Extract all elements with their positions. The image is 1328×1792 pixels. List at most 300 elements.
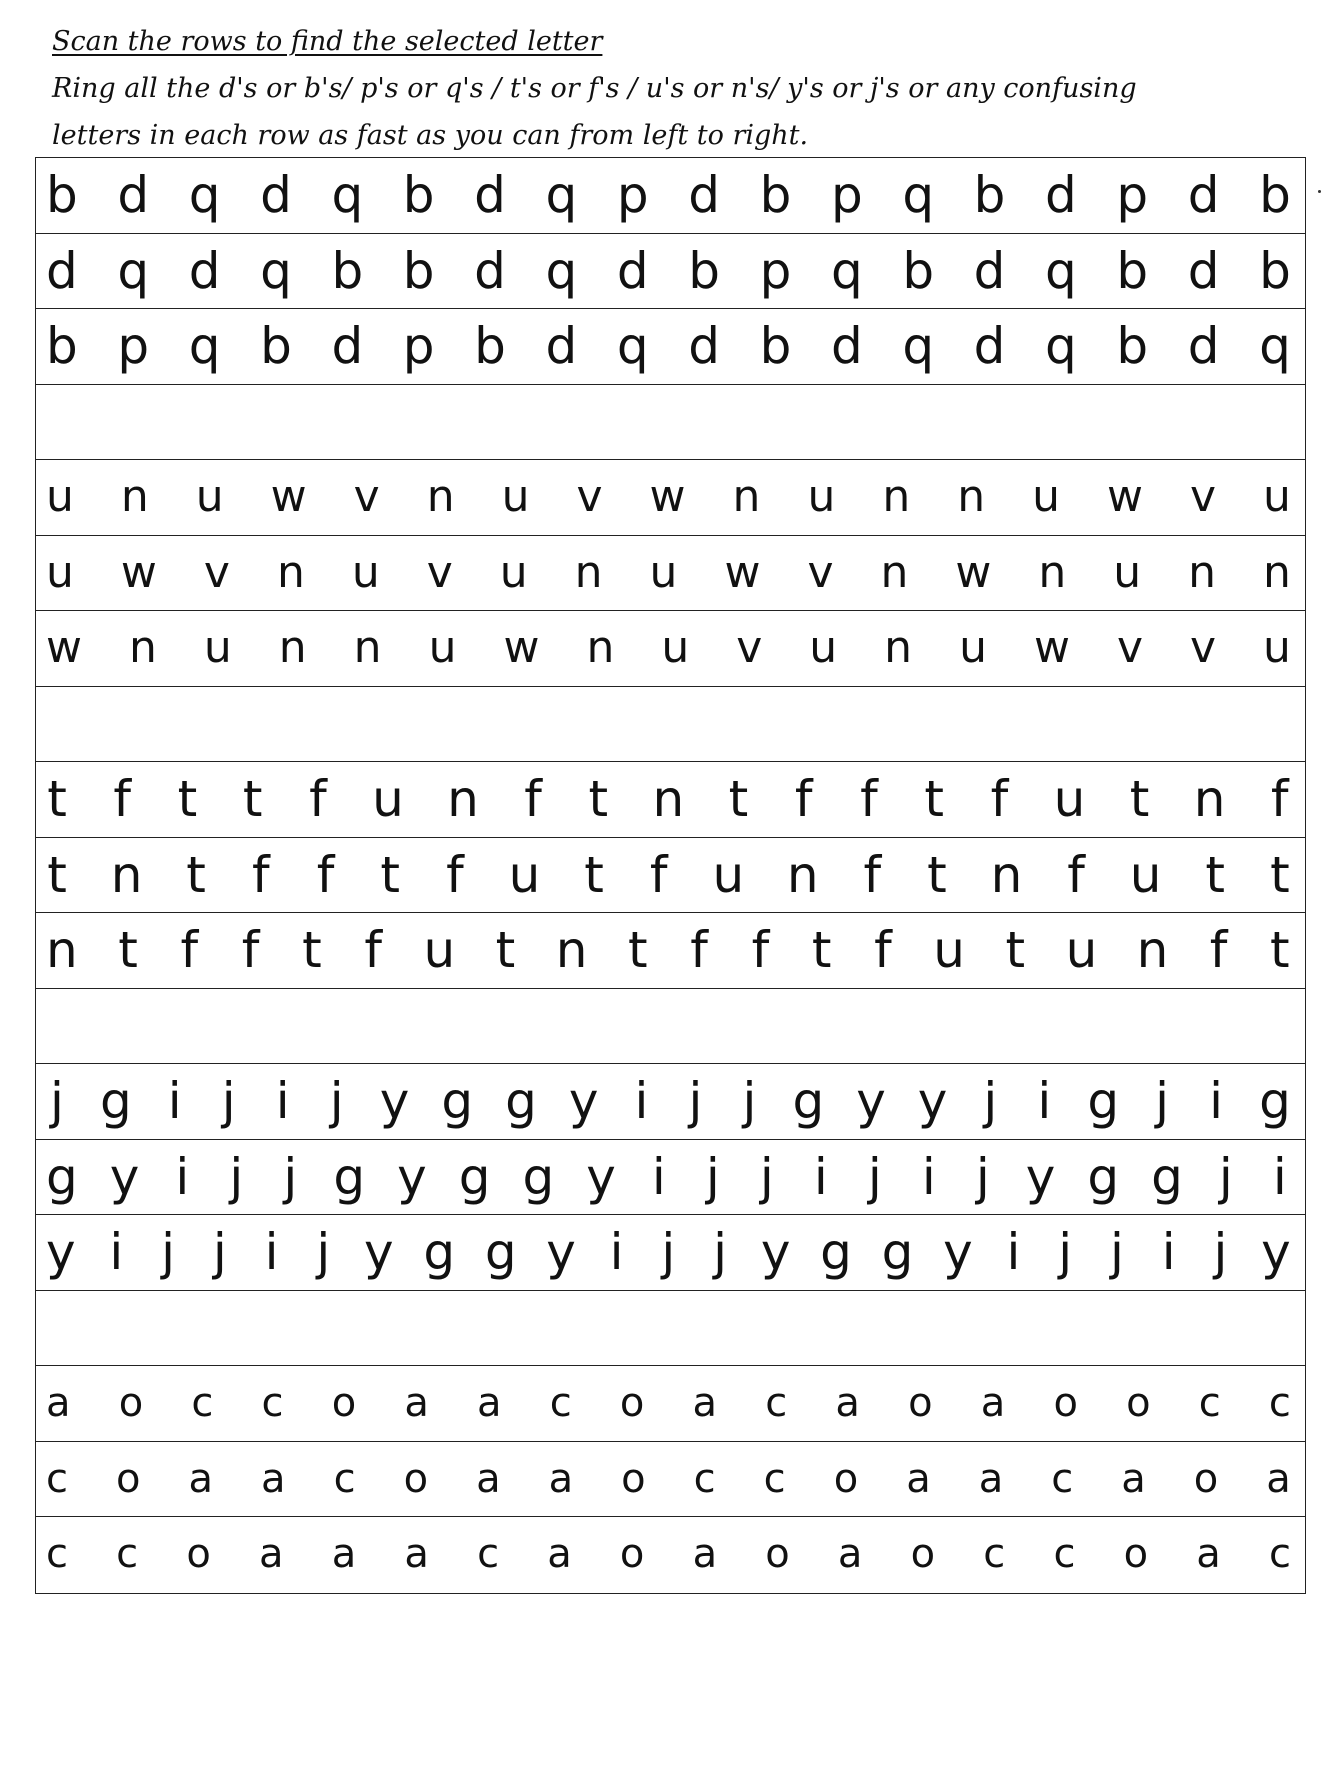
letter[interactable]: w bbox=[503, 622, 540, 674]
letter[interactable]: d bbox=[616, 241, 649, 300]
letter[interactable]: d bbox=[331, 317, 364, 376]
letter[interactable]: g bbox=[1087, 1072, 1120, 1131]
letter[interactable]: a bbox=[477, 1380, 502, 1427]
letter[interactable]: f bbox=[874, 921, 892, 980]
letter[interactable]: u bbox=[809, 622, 838, 674]
letter[interactable]: o bbox=[1126, 1380, 1151, 1427]
letter[interactable]: q bbox=[902, 317, 935, 376]
letter[interactable]: y bbox=[546, 1223, 576, 1282]
letter[interactable]: w bbox=[270, 471, 307, 523]
letter[interactable]: p bbox=[830, 166, 863, 225]
letter[interactable]: b bbox=[1116, 317, 1149, 376]
letter[interactable]: c bbox=[1053, 1531, 1076, 1578]
letter[interactable]: b bbox=[402, 166, 435, 225]
letter[interactable]: n bbox=[1263, 546, 1291, 598]
letter[interactable]: t bbox=[627, 921, 648, 980]
letter[interactable]: u bbox=[428, 622, 457, 674]
letter[interactable]: j bbox=[1109, 1223, 1124, 1282]
letter[interactable]: a bbox=[906, 1455, 931, 1502]
blank-row bbox=[36, 686, 1305, 762]
letter[interactable]: j bbox=[212, 1223, 227, 1282]
letter[interactable]: f bbox=[751, 921, 770, 980]
letter[interactable]: t bbox=[728, 770, 749, 829]
letter[interactable]: f bbox=[524, 770, 542, 829]
letter[interactable]: j bbox=[1218, 1147, 1233, 1206]
letter[interactable]: n bbox=[276, 546, 305, 598]
letter[interactable]: u bbox=[1113, 546, 1142, 598]
letter[interactable]: d bbox=[973, 241, 1006, 300]
letter[interactable]: u bbox=[499, 546, 528, 598]
letter[interactable]: t bbox=[588, 770, 609, 829]
letter[interactable]: c bbox=[1051, 1455, 1074, 1502]
letter[interactable]: f bbox=[252, 845, 270, 904]
letter[interactable]: g bbox=[1151, 1147, 1183, 1206]
letter[interactable]: n bbox=[120, 471, 149, 523]
letter[interactable]: a bbox=[46, 1380, 71, 1427]
letter[interactable]: q bbox=[188, 166, 221, 225]
letter[interactable]: v bbox=[736, 622, 763, 674]
letter[interactable]: b bbox=[973, 166, 1006, 225]
letter[interactable]: v bbox=[1190, 622, 1217, 674]
letter[interactable]: v bbox=[807, 546, 834, 598]
letter[interactable]: w bbox=[955, 546, 992, 598]
letter[interactable]: q bbox=[902, 166, 935, 225]
letter[interactable]: i bbox=[1037, 1072, 1052, 1131]
letter[interactable]: u bbox=[661, 622, 690, 674]
letter[interactable]: q bbox=[545, 166, 578, 225]
letter-row-content bbox=[46, 1517, 1291, 1592]
letter[interactable]: n bbox=[1038, 546, 1067, 598]
letter[interactable]: i bbox=[1209, 1072, 1224, 1131]
letter[interactable]: n bbox=[957, 471, 986, 523]
letter[interactable]: u bbox=[46, 471, 74, 523]
letter[interactable]: q bbox=[1045, 317, 1077, 376]
letter[interactable]: j bbox=[50, 1072, 64, 1131]
letter-row bbox=[36, 610, 1305, 686]
letter[interactable]: y bbox=[760, 1223, 791, 1282]
letter[interactable]: y bbox=[46, 1223, 76, 1282]
letter[interactable]: u bbox=[501, 471, 530, 523]
letter[interactable]: j bbox=[983, 1072, 998, 1131]
letter[interactable]: b bbox=[402, 241, 435, 300]
letter[interactable]: f bbox=[794, 770, 813, 829]
letter[interactable]: p bbox=[117, 317, 150, 376]
letter[interactable]: b bbox=[759, 317, 792, 376]
letter-row bbox=[36, 1139, 1305, 1215]
letter[interactable]: n bbox=[1193, 770, 1226, 829]
letter[interactable]: v bbox=[203, 546, 230, 598]
letter[interactable]: t bbox=[1205, 845, 1225, 904]
letter[interactable]: u bbox=[351, 546, 380, 598]
letter[interactable]: q bbox=[830, 241, 863, 300]
letter[interactable]: a bbox=[547, 1531, 572, 1578]
letter[interactable]: n bbox=[1188, 546, 1217, 598]
letter[interactable]: c bbox=[191, 1380, 214, 1427]
letter[interactable]: q bbox=[260, 241, 292, 300]
letter[interactable]: d bbox=[117, 166, 150, 225]
letter[interactable]: b bbox=[474, 317, 506, 376]
letter[interactable]: t bbox=[1270, 845, 1290, 904]
letter[interactable]: u bbox=[372, 770, 404, 829]
letter[interactable]: n bbox=[586, 622, 615, 674]
letter[interactable]: w bbox=[724, 546, 761, 598]
letter-row bbox=[36, 157, 1305, 233]
letter-row bbox=[36, 837, 1305, 913]
letter[interactable]: t bbox=[1005, 921, 1026, 980]
letter[interactable]: i bbox=[275, 1072, 290, 1131]
letter[interactable]: v bbox=[353, 471, 380, 523]
letter[interactable]: f bbox=[1067, 845, 1085, 904]
letter[interactable]: f bbox=[1270, 770, 1289, 829]
letter-grid bbox=[35, 157, 1306, 1594]
letter[interactable]: c bbox=[46, 1455, 68, 1502]
letter[interactable]: t bbox=[302, 921, 322, 980]
letter[interactable]: c bbox=[763, 1455, 786, 1502]
letter[interactable]: y bbox=[856, 1072, 886, 1131]
letter[interactable]: o bbox=[118, 1380, 144, 1427]
letter[interactable]: c bbox=[983, 1531, 1006, 1578]
letter[interactable]: a bbox=[835, 1380, 860, 1427]
letter[interactable]: i bbox=[264, 1223, 279, 1282]
letter[interactable]: t bbox=[924, 770, 944, 829]
letter[interactable]: n bbox=[278, 622, 307, 674]
letter[interactable]: f bbox=[446, 845, 464, 904]
letter[interactable]: p bbox=[616, 166, 649, 225]
letter[interactable]: t bbox=[811, 921, 832, 980]
letter[interactable]: j bbox=[759, 1147, 774, 1206]
letter[interactable]: y bbox=[364, 1223, 394, 1282]
letter[interactable]: g bbox=[484, 1223, 517, 1282]
letter[interactable]: t bbox=[118, 921, 138, 980]
letter[interactable]: t bbox=[584, 845, 604, 904]
letter[interactable]: o bbox=[1193, 1455, 1219, 1502]
letter[interactable]: w bbox=[649, 471, 686, 523]
letter[interactable]: w bbox=[46, 622, 82, 674]
letter[interactable]: c bbox=[477, 1531, 500, 1578]
letter[interactable]: j bbox=[329, 1072, 344, 1131]
letter[interactable]: o bbox=[403, 1455, 429, 1502]
letter[interactable]: n bbox=[555, 921, 588, 980]
letter[interactable]: j bbox=[705, 1147, 720, 1206]
letter[interactable]: u bbox=[195, 471, 224, 523]
letter[interactable]: y bbox=[568, 1072, 599, 1131]
letter[interactable]: i bbox=[175, 1147, 190, 1206]
letter[interactable]: y bbox=[379, 1072, 410, 1131]
letter[interactable]: d bbox=[46, 241, 78, 300]
letter[interactable]: b bbox=[759, 166, 792, 225]
letter[interactable]: a bbox=[1266, 1455, 1291, 1502]
letter[interactable]: j bbox=[742, 1072, 757, 1131]
letter[interactable]: g bbox=[441, 1072, 474, 1131]
letter[interactable]: j bbox=[229, 1147, 244, 1206]
letter[interactable]: a bbox=[476, 1455, 501, 1502]
letter[interactable]: j bbox=[1213, 1223, 1228, 1282]
letter[interactable]: j bbox=[688, 1072, 703, 1131]
letter[interactable]: i bbox=[651, 1147, 666, 1206]
letter[interactable]: d bbox=[1187, 241, 1220, 300]
letter[interactable]: d bbox=[688, 166, 720, 225]
letter[interactable]: g bbox=[46, 1147, 78, 1206]
letter[interactable]: d bbox=[545, 317, 578, 376]
letter[interactable]: b bbox=[902, 241, 935, 300]
letter[interactable]: y bbox=[943, 1223, 973, 1282]
letter[interactable]: a bbox=[261, 1455, 286, 1502]
letter[interactable]: d bbox=[1187, 166, 1220, 225]
letter[interactable]: a bbox=[1196, 1531, 1221, 1578]
letter[interactable]: a bbox=[692, 1380, 718, 1427]
letter[interactable]: b bbox=[1116, 241, 1149, 300]
letter[interactable]: c bbox=[261, 1380, 284, 1427]
letter[interactable]: o bbox=[910, 1531, 936, 1578]
letter[interactable]: u bbox=[1263, 622, 1291, 674]
letter[interactable]: b bbox=[46, 317, 78, 376]
letter[interactable]: f bbox=[309, 770, 327, 829]
letter[interactable]: n bbox=[882, 471, 911, 523]
letter[interactable]: t bbox=[186, 845, 206, 904]
letter[interactable]: a bbox=[978, 1455, 1004, 1502]
letter[interactable]: q bbox=[117, 241, 150, 300]
letter[interactable]: y bbox=[397, 1147, 427, 1206]
letter[interactable]: u bbox=[807, 471, 836, 523]
letter[interactable]: c bbox=[693, 1455, 716, 1502]
letter[interactable]: t bbox=[1270, 921, 1290, 980]
letter[interactable]: a bbox=[404, 1380, 429, 1427]
letter[interactable]: j bbox=[161, 1223, 176, 1282]
letter[interactable]: n bbox=[426, 471, 455, 523]
letter[interactable]: a bbox=[1121, 1455, 1146, 1502]
letter[interactable]: b bbox=[260, 317, 292, 376]
letter[interactable]: u bbox=[959, 622, 987, 674]
letter[interactable]: y bbox=[586, 1147, 616, 1206]
letter[interactable]: b bbox=[1259, 241, 1291, 300]
letter[interactable]: t bbox=[1129, 770, 1150, 829]
letter[interactable]: n bbox=[129, 622, 157, 674]
letter[interactable]: j bbox=[221, 1072, 236, 1131]
letter[interactable]: u bbox=[423, 921, 456, 980]
letter[interactable]: q bbox=[545, 241, 578, 300]
letter[interactable]: n bbox=[786, 845, 819, 904]
letter[interactable]: u bbox=[203, 622, 232, 674]
letter[interactable]: f bbox=[113, 770, 132, 829]
letter[interactable]: n bbox=[652, 770, 685, 829]
letter[interactable]: w bbox=[1033, 622, 1070, 674]
letter[interactable]: c bbox=[1268, 1380, 1291, 1427]
letter[interactable]: g bbox=[881, 1223, 914, 1282]
letter[interactable]: u bbox=[1053, 770, 1086, 829]
letter[interactable]: u bbox=[1263, 471, 1291, 523]
blank-row bbox=[36, 384, 1305, 460]
letter-row bbox=[36, 459, 1305, 535]
letter[interactable]: d bbox=[260, 166, 292, 225]
letter[interactable]: b bbox=[688, 241, 720, 300]
letter[interactable]: q bbox=[1045, 241, 1077, 300]
letter[interactable]: j bbox=[1058, 1223, 1073, 1282]
letter[interactable]: t bbox=[380, 845, 401, 904]
letter[interactable]: c bbox=[333, 1455, 356, 1502]
letter[interactable]: d bbox=[973, 317, 1006, 376]
letter-row-content bbox=[46, 1442, 1291, 1517]
letter[interactable]: o bbox=[833, 1455, 859, 1502]
letter[interactable]: g bbox=[792, 1072, 825, 1131]
letter[interactable]: q bbox=[1259, 317, 1291, 376]
letter[interactable]: g bbox=[423, 1223, 456, 1282]
letter[interactable]: f bbox=[649, 845, 668, 904]
letter[interactable]: d bbox=[474, 166, 506, 225]
letter[interactable]: f bbox=[863, 845, 882, 904]
letter-row-content bbox=[46, 158, 1291, 233]
letter[interactable]: o bbox=[765, 1531, 790, 1578]
letter[interactable]: y bbox=[1025, 1147, 1056, 1206]
letter[interactable]: u bbox=[1129, 845, 1162, 904]
letter[interactable]: p bbox=[759, 241, 792, 300]
letter[interactable]: a bbox=[548, 1455, 574, 1502]
letter[interactable]: d bbox=[1187, 317, 1220, 376]
letter[interactable]: y bbox=[109, 1147, 140, 1206]
letter[interactable]: f bbox=[316, 845, 335, 904]
letter[interactable]: n bbox=[880, 546, 909, 598]
letter[interactable]: n bbox=[46, 921, 78, 980]
letter[interactable]: u bbox=[933, 921, 965, 980]
letter[interactable]: n bbox=[1136, 921, 1169, 980]
letter[interactable]: g bbox=[522, 1147, 555, 1206]
letter[interactable]: g bbox=[458, 1147, 491, 1206]
letter[interactable]: a bbox=[188, 1455, 214, 1502]
letter[interactable]: g bbox=[333, 1147, 366, 1206]
letter[interactable]: n bbox=[732, 471, 761, 523]
letter[interactable]: v bbox=[576, 471, 603, 523]
letter[interactable]: o bbox=[619, 1380, 645, 1427]
letter[interactable]: n bbox=[884, 622, 913, 674]
letter-row-content bbox=[46, 913, 1291, 988]
letter[interactable]: g bbox=[1087, 1147, 1120, 1206]
letter[interactable]: j bbox=[975, 1147, 990, 1206]
letter[interactable]: i bbox=[813, 1147, 828, 1206]
letter[interactable]: u bbox=[46, 546, 74, 598]
letter[interactable]: t bbox=[242, 770, 263, 829]
letter[interactable]: v bbox=[1116, 622, 1143, 674]
letter[interactable]: j bbox=[713, 1223, 728, 1282]
letter[interactable]: a bbox=[837, 1531, 863, 1578]
letter[interactable]: f bbox=[241, 921, 260, 980]
letter[interactable]: n bbox=[574, 546, 603, 598]
letter[interactable]: b bbox=[46, 166, 78, 225]
letter[interactable]: a bbox=[331, 1531, 357, 1578]
letter-row bbox=[36, 233, 1305, 309]
letter[interactable]: p bbox=[1116, 166, 1149, 225]
letter[interactable]: b bbox=[331, 241, 364, 300]
letter[interactable]: a bbox=[692, 1531, 718, 1578]
letter[interactable]: p bbox=[402, 317, 435, 376]
letter[interactable]: d bbox=[1045, 166, 1077, 225]
letter[interactable]: t bbox=[177, 770, 198, 829]
letter-row-content bbox=[46, 1366, 1291, 1441]
letter[interactable]: j bbox=[661, 1223, 676, 1282]
letter[interactable]: i bbox=[1272, 1147, 1287, 1206]
letter[interactable]: i bbox=[609, 1223, 624, 1282]
letter[interactable]: b bbox=[1259, 166, 1291, 225]
letter[interactable]: o bbox=[116, 1455, 141, 1502]
letter[interactable]: u bbox=[1032, 471, 1060, 523]
letter[interactable]: g bbox=[820, 1223, 852, 1282]
letter[interactable]: t bbox=[927, 845, 947, 904]
letter[interactable]: a bbox=[259, 1531, 284, 1578]
letter[interactable]: c bbox=[46, 1531, 68, 1578]
letter-row-content bbox=[46, 1215, 1291, 1290]
letter[interactable]: u bbox=[508, 845, 541, 904]
letter[interactable]: f bbox=[1209, 921, 1228, 980]
letter[interactable]: a bbox=[980, 1380, 1006, 1427]
letter[interactable]: d bbox=[688, 317, 720, 376]
letter[interactable]: c bbox=[765, 1380, 788, 1427]
letter[interactable]: i bbox=[634, 1072, 649, 1131]
letter[interactable]: n bbox=[110, 845, 143, 904]
letter-row-content bbox=[46, 234, 1291, 309]
letter[interactable]: f bbox=[364, 921, 382, 980]
letter[interactable]: j bbox=[316, 1223, 331, 1282]
letter[interactable]: d bbox=[830, 317, 863, 376]
letter[interactable]: t bbox=[495, 921, 516, 980]
letter[interactable]: i bbox=[1006, 1223, 1021, 1282]
letter[interactable]: g bbox=[1259, 1072, 1291, 1131]
letter[interactable]: y bbox=[1261, 1223, 1291, 1282]
letter[interactable]: f bbox=[180, 921, 199, 980]
letter[interactable]: y bbox=[917, 1072, 948, 1131]
letter[interactable]: o bbox=[621, 1455, 646, 1502]
letter[interactable]: t bbox=[47, 770, 67, 829]
letter[interactable]: c bbox=[116, 1531, 139, 1578]
letter[interactable]: d bbox=[474, 241, 506, 300]
letter[interactable]: i bbox=[109, 1223, 124, 1282]
letter[interactable]: o bbox=[1123, 1531, 1149, 1578]
letter[interactable]: n bbox=[447, 770, 479, 829]
letter[interactable]: u bbox=[1065, 921, 1098, 980]
letter[interactable]: g bbox=[505, 1072, 537, 1131]
letter[interactable]: i bbox=[1161, 1223, 1176, 1282]
letter[interactable]: d bbox=[188, 241, 221, 300]
letter[interactable]: a bbox=[404, 1531, 429, 1578]
letter[interactable]: q bbox=[616, 317, 649, 376]
letter[interactable]: i bbox=[167, 1072, 182, 1131]
letter[interactable]: c bbox=[1268, 1531, 1291, 1578]
letter[interactable]: n bbox=[353, 622, 382, 674]
letter[interactable]: v bbox=[1190, 471, 1217, 523]
letter[interactable]: u bbox=[712, 845, 745, 904]
letter[interactable]: w bbox=[120, 546, 157, 598]
letter[interactable]: w bbox=[1107, 471, 1143, 523]
letter[interactable]: o bbox=[331, 1380, 357, 1427]
letter[interactable]: f bbox=[690, 921, 708, 980]
letter[interactable]: j bbox=[867, 1147, 882, 1206]
letter[interactable]: o bbox=[908, 1380, 933, 1427]
letter[interactable]: g bbox=[100, 1072, 132, 1131]
letter[interactable]: o bbox=[619, 1531, 645, 1578]
letter[interactable]: j bbox=[1155, 1072, 1170, 1131]
letter[interactable]: c bbox=[1198, 1380, 1221, 1427]
letter[interactable]: q bbox=[188, 317, 221, 376]
letter[interactable]: q bbox=[331, 166, 364, 225]
letter[interactable]: t bbox=[47, 845, 67, 904]
letter[interactable]: f bbox=[990, 770, 1009, 829]
letter[interactable]: j bbox=[283, 1147, 298, 1206]
letter[interactable]: n bbox=[990, 845, 1023, 904]
letter[interactable]: o bbox=[1053, 1380, 1078, 1427]
letter[interactable]: o bbox=[186, 1531, 211, 1578]
letter[interactable]: c bbox=[549, 1380, 572, 1427]
letter[interactable]: i bbox=[921, 1147, 936, 1206]
letter[interactable]: f bbox=[860, 770, 878, 829]
letter[interactable]: v bbox=[426, 546, 453, 598]
letter[interactable]: u bbox=[649, 546, 678, 598]
